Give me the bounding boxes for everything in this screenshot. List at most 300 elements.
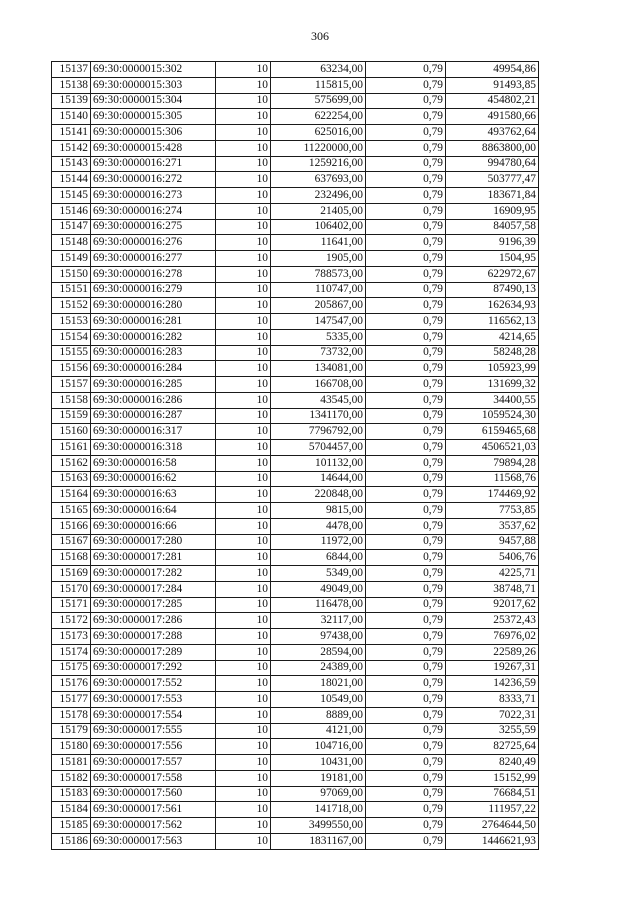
coefficient-cell: 0,79 (366, 424, 446, 440)
area-cell: 18021,00 (271, 676, 366, 692)
row-number-cell: 15182 (52, 770, 91, 786)
cadastral-number-cell: 69:30:0000017:285 (91, 597, 216, 613)
cadastral-number-cell: 69:30:0000017:561 (91, 802, 216, 818)
coefficient-cell: 0,79 (366, 156, 446, 172)
cadastral-number-cell: 69:30:0000016:280 (91, 298, 216, 314)
area-cell: 220848,00 (271, 487, 366, 503)
area-cell: 97438,00 (271, 629, 366, 645)
area-cell: 43545,00 (271, 392, 366, 408)
table-row (52, 125, 539, 141)
cadastral-number-cell: 69:30:0000015:306 (91, 125, 216, 141)
area-cell: 21405,00 (271, 203, 366, 219)
rate-cell: 10 (216, 581, 271, 597)
row-number-cell: 15155 (52, 345, 91, 361)
value-cell: 491580,66 (446, 109, 539, 125)
rate-cell: 10 (216, 455, 271, 471)
table-row (52, 581, 539, 597)
rate-cell: 10 (216, 566, 271, 582)
value-cell: 131699,32 (446, 377, 539, 393)
rate-cell: 10 (216, 660, 271, 676)
cadastral-number-cell: 69:30:0000016:62 (91, 471, 216, 487)
rate-cell: 10 (216, 156, 271, 172)
row-number-cell: 15145 (52, 188, 91, 204)
area-cell: 11220000,00 (271, 140, 366, 156)
row-number-cell: 15184 (52, 802, 91, 818)
rate-cell: 10 (216, 408, 271, 424)
table-row (52, 109, 539, 125)
rate-cell: 10 (216, 786, 271, 802)
rate-cell: 10 (216, 833, 271, 849)
table-row (52, 455, 539, 471)
value-cell: 3537,62 (446, 518, 539, 534)
area-cell: 1905,00 (271, 251, 366, 267)
rate-cell: 10 (216, 329, 271, 345)
value-cell: 84057,58 (446, 219, 539, 235)
coefficient-cell: 0,79 (366, 298, 446, 314)
coefficient-cell: 0,79 (366, 707, 446, 723)
coefficient-cell: 0,79 (366, 471, 446, 487)
rate-cell: 10 (216, 755, 271, 771)
row-number-cell: 15147 (52, 219, 91, 235)
area-cell: 11972,00 (271, 534, 366, 550)
cadastral-number-cell: 69:30:0000017:286 (91, 613, 216, 629)
table-row (52, 93, 539, 109)
cadastral-number-cell: 69:30:0000017:280 (91, 534, 216, 550)
value-cell: 9457,88 (446, 534, 539, 550)
rate-cell: 10 (216, 503, 271, 519)
cadastral-number-cell: 69:30:0000017:282 (91, 566, 216, 582)
rate-cell: 10 (216, 188, 271, 204)
cadastral-number-cell: 69:30:0000015:304 (91, 93, 216, 109)
value-cell: 58248,28 (446, 345, 539, 361)
table-row (52, 282, 539, 298)
rate-cell: 10 (216, 361, 271, 377)
rate-cell: 10 (216, 282, 271, 298)
table-row (52, 534, 539, 550)
row-number-cell: 15159 (52, 408, 91, 424)
table-row (52, 770, 539, 786)
rate-cell: 10 (216, 203, 271, 219)
area-cell: 116478,00 (271, 597, 366, 613)
table-row (52, 329, 539, 345)
row-number-cell: 15172 (52, 613, 91, 629)
area-cell: 141718,00 (271, 802, 366, 818)
cadastral-number-cell: 69:30:0000016:275 (91, 219, 216, 235)
area-cell: 575699,00 (271, 93, 366, 109)
rate-cell: 10 (216, 266, 271, 282)
table-row (52, 62, 539, 78)
table-row (52, 471, 539, 487)
coefficient-cell: 0,79 (366, 802, 446, 818)
rate-cell: 10 (216, 818, 271, 834)
rate-cell: 10 (216, 235, 271, 251)
row-number-cell: 15156 (52, 361, 91, 377)
area-cell: 8889,00 (271, 707, 366, 723)
area-cell: 637693,00 (271, 172, 366, 188)
coefficient-cell: 0,79 (366, 235, 446, 251)
row-number-cell: 15177 (52, 692, 91, 708)
table-row (52, 518, 539, 534)
cadastral-number-cell: 69:30:0000016:286 (91, 392, 216, 408)
coefficient-cell: 0,79 (366, 455, 446, 471)
area-cell: 5335,00 (271, 329, 366, 345)
cadastral-number-cell: 69:30:0000017:288 (91, 629, 216, 645)
cadastral-number-cell: 69:30:0000016:282 (91, 329, 216, 345)
row-number-cell: 15144 (52, 172, 91, 188)
cadastral-number-cell: 69:30:0000015:428 (91, 140, 216, 156)
row-number-cell: 15171 (52, 597, 91, 613)
row-number-cell: 15178 (52, 707, 91, 723)
row-number-cell: 15157 (52, 377, 91, 393)
area-cell: 10431,00 (271, 755, 366, 771)
row-number-cell: 15170 (52, 581, 91, 597)
cadastral-value-table (51, 61, 539, 850)
row-number-cell: 15148 (52, 235, 91, 251)
rate-cell: 10 (216, 392, 271, 408)
rate-cell: 10 (216, 739, 271, 755)
cadastral-number-cell: 69:30:0000017:552 (91, 676, 216, 692)
area-cell: 7796792,00 (271, 424, 366, 440)
table-row (52, 550, 539, 566)
rate-cell: 10 (216, 676, 271, 692)
value-cell: 7022,31 (446, 707, 539, 723)
area-cell: 110747,00 (271, 282, 366, 298)
coefficient-cell: 0,79 (366, 361, 446, 377)
rate-cell: 10 (216, 613, 271, 629)
row-number-cell: 15168 (52, 550, 91, 566)
table-row (52, 345, 539, 361)
value-cell: 503777,47 (446, 172, 539, 188)
cadastral-number-cell: 69:30:0000016:272 (91, 172, 216, 188)
rate-cell: 10 (216, 802, 271, 818)
area-cell: 6844,00 (271, 550, 366, 566)
rate-cell: 10 (216, 723, 271, 739)
area-cell: 166708,00 (271, 377, 366, 393)
table-row (52, 172, 539, 188)
table-row (52, 755, 539, 771)
rate-cell: 10 (216, 518, 271, 534)
rate-cell: 10 (216, 424, 271, 440)
area-cell: 1831167,00 (271, 833, 366, 849)
coefficient-cell: 0,79 (366, 566, 446, 582)
cadastral-number-cell: 69:30:0000016:274 (91, 203, 216, 219)
cadastral-number-cell: 69:30:0000016:64 (91, 503, 216, 519)
row-number-cell: 15165 (52, 503, 91, 519)
cadastral-number-cell: 69:30:0000016:58 (91, 455, 216, 471)
table-row (52, 392, 539, 408)
value-cell: 6159465,68 (446, 424, 539, 440)
value-cell: 1059524,30 (446, 408, 539, 424)
rate-cell: 10 (216, 770, 271, 786)
cadastral-number-cell: 69:30:0000016:317 (91, 424, 216, 440)
table-row (52, 440, 539, 456)
area-cell: 4121,00 (271, 723, 366, 739)
row-number-cell: 15186 (52, 833, 91, 849)
row-number-cell: 15141 (52, 125, 91, 141)
table-row (52, 219, 539, 235)
cadastral-number-cell: 69:30:0000016:281 (91, 314, 216, 330)
rate-cell: 10 (216, 125, 271, 141)
area-cell: 147547,00 (271, 314, 366, 330)
table-row (52, 566, 539, 582)
coefficient-cell: 0,79 (366, 109, 446, 125)
value-cell: 25372,43 (446, 613, 539, 629)
value-cell: 16909,95 (446, 203, 539, 219)
row-number-cell: 15154 (52, 329, 91, 345)
area-cell: 4478,00 (271, 518, 366, 534)
coefficient-cell: 0,79 (366, 676, 446, 692)
value-cell: 79894,28 (446, 455, 539, 471)
coefficient-cell: 0,79 (366, 219, 446, 235)
value-cell: 87490,13 (446, 282, 539, 298)
coefficient-cell: 0,79 (366, 140, 446, 156)
coefficient-cell: 0,79 (366, 251, 446, 267)
area-cell: 10549,00 (271, 692, 366, 708)
coefficient-cell: 0,79 (366, 833, 446, 849)
rate-cell: 10 (216, 251, 271, 267)
table-row (52, 251, 539, 267)
table-row (52, 660, 539, 676)
row-number-cell: 15183 (52, 786, 91, 802)
rate-cell: 10 (216, 487, 271, 503)
page-number: 306 (311, 29, 329, 43)
cadastral-number-cell: 69:30:0000017:292 (91, 660, 216, 676)
value-cell: 174469,92 (446, 487, 539, 503)
value-cell: 2764644,50 (446, 818, 539, 834)
cadastral-number-cell: 69:30:0000016:285 (91, 377, 216, 393)
area-cell: 3499550,00 (271, 818, 366, 834)
coefficient-cell: 0,79 (366, 62, 446, 78)
area-cell: 1341170,00 (271, 408, 366, 424)
value-cell: 7753,85 (446, 503, 539, 519)
cadastral-number-cell: 69:30:0000017:555 (91, 723, 216, 739)
row-number-cell: 15179 (52, 723, 91, 739)
coefficient-cell: 0,79 (366, 786, 446, 802)
cadastral-number-cell: 69:30:0000016:273 (91, 188, 216, 204)
cadastral-number-cell: 69:30:0000017:556 (91, 739, 216, 755)
row-number-cell: 15137 (52, 62, 91, 78)
rate-cell: 10 (216, 534, 271, 550)
coefficient-cell: 0,79 (366, 503, 446, 519)
coefficient-cell: 0,79 (366, 487, 446, 503)
table-row (52, 707, 539, 723)
row-number-cell: 15143 (52, 156, 91, 172)
value-cell: 183671,84 (446, 188, 539, 204)
rate-cell: 10 (216, 77, 271, 93)
cadastral-number-cell: 69:30:0000016:279 (91, 282, 216, 298)
row-number-cell: 15152 (52, 298, 91, 314)
table-row (52, 629, 539, 645)
area-cell: 9815,00 (271, 503, 366, 519)
cadastral-number-cell: 69:30:0000017:560 (91, 786, 216, 802)
row-number-cell: 15149 (52, 251, 91, 267)
coefficient-cell: 0,79 (366, 660, 446, 676)
row-number-cell: 15150 (52, 266, 91, 282)
value-cell: 76684,51 (446, 786, 539, 802)
table-row (52, 188, 539, 204)
value-cell: 1504,95 (446, 251, 539, 267)
row-number-cell: 15185 (52, 818, 91, 834)
area-cell: 115815,00 (271, 77, 366, 93)
cadastral-number-cell: 69:30:0000017:557 (91, 755, 216, 771)
row-number-cell: 15140 (52, 109, 91, 125)
table-row (52, 644, 539, 660)
coefficient-cell: 0,79 (366, 818, 446, 834)
area-cell: 104716,00 (271, 739, 366, 755)
rate-cell: 10 (216, 707, 271, 723)
cadastral-number-cell: 69:30:0000017:281 (91, 550, 216, 566)
row-number-cell: 15164 (52, 487, 91, 503)
value-cell: 454802,21 (446, 93, 539, 109)
value-cell: 49954,86 (446, 62, 539, 78)
rate-cell: 10 (216, 298, 271, 314)
row-number-cell: 15176 (52, 676, 91, 692)
coefficient-cell: 0,79 (366, 692, 446, 708)
row-number-cell: 15174 (52, 644, 91, 660)
area-cell: 32117,00 (271, 613, 366, 629)
table-row (52, 203, 539, 219)
value-cell: 8240,49 (446, 755, 539, 771)
table-row (52, 235, 539, 251)
coefficient-cell: 0,79 (366, 518, 446, 534)
coefficient-cell: 0,79 (366, 723, 446, 739)
value-cell: 4214,65 (446, 329, 539, 345)
cadastral-number-cell: 69:30:0000015:303 (91, 77, 216, 93)
table-row (52, 786, 539, 802)
area-cell: 28594,00 (271, 644, 366, 660)
coefficient-cell: 0,79 (366, 408, 446, 424)
area-cell: 73732,00 (271, 345, 366, 361)
value-cell: 8863800,00 (446, 140, 539, 156)
value-cell: 105923,99 (446, 361, 539, 377)
coefficient-cell: 0,79 (366, 440, 446, 456)
coefficient-cell: 0,79 (366, 345, 446, 361)
area-cell: 101132,00 (271, 455, 366, 471)
cadastral-number-cell: 69:30:0000016:318 (91, 440, 216, 456)
rate-cell: 10 (216, 629, 271, 645)
coefficient-cell: 0,79 (366, 329, 446, 345)
rate-cell: 10 (216, 692, 271, 708)
row-number-cell: 15160 (52, 424, 91, 440)
coefficient-cell: 0,79 (366, 597, 446, 613)
value-cell: 76976,02 (446, 629, 539, 645)
cadastral-number-cell: 69:30:0000016:278 (91, 266, 216, 282)
table-row (52, 424, 539, 440)
rate-cell: 10 (216, 597, 271, 613)
value-cell: 82725,64 (446, 739, 539, 755)
table-row (52, 377, 539, 393)
table-row (52, 833, 539, 849)
cadastral-number-cell: 69:30:0000016:277 (91, 251, 216, 267)
row-number-cell: 15173 (52, 629, 91, 645)
row-number-cell: 15163 (52, 471, 91, 487)
table-row (52, 156, 539, 172)
cadastral-number-cell: 69:30:0000017:289 (91, 644, 216, 660)
coefficient-cell: 0,79 (366, 392, 446, 408)
table-row (52, 314, 539, 330)
value-cell: 14236,59 (446, 676, 539, 692)
coefficient-cell: 0,79 (366, 188, 446, 204)
table-row (52, 818, 539, 834)
coefficient-cell: 0,79 (366, 770, 446, 786)
cadastral-number-cell: 69:30:0000016:276 (91, 235, 216, 251)
area-cell: 11641,00 (271, 235, 366, 251)
area-cell: 24389,00 (271, 660, 366, 676)
table-row (52, 140, 539, 156)
row-number-cell: 15169 (52, 566, 91, 582)
value-cell: 92017,62 (446, 597, 539, 613)
coefficient-cell: 0,79 (366, 282, 446, 298)
value-cell: 994780,64 (446, 156, 539, 172)
area-cell: 622254,00 (271, 109, 366, 125)
area-cell: 134081,00 (271, 361, 366, 377)
rate-cell: 10 (216, 345, 271, 361)
table-row (52, 487, 539, 503)
coefficient-cell: 0,79 (366, 93, 446, 109)
table-row (52, 597, 539, 613)
area-cell: 232496,00 (271, 188, 366, 204)
coefficient-cell: 0,79 (366, 314, 446, 330)
coefficient-cell: 0,79 (366, 203, 446, 219)
row-number-cell: 15167 (52, 534, 91, 550)
row-number-cell: 15138 (52, 77, 91, 93)
value-cell: 9196,39 (446, 235, 539, 251)
table-body (52, 62, 539, 850)
value-cell: 622972,67 (446, 266, 539, 282)
cadastral-number-cell: 69:30:0000016:66 (91, 518, 216, 534)
coefficient-cell: 0,79 (366, 644, 446, 660)
rate-cell: 10 (216, 550, 271, 566)
value-cell: 111957,22 (446, 802, 539, 818)
row-number-cell: 15142 (52, 140, 91, 156)
cadastral-number-cell: 69:30:0000017:554 (91, 707, 216, 723)
value-cell: 11568,76 (446, 471, 539, 487)
area-cell: 1259216,00 (271, 156, 366, 172)
table-row (52, 692, 539, 708)
cadastral-number-cell: 69:30:0000017:558 (91, 770, 216, 786)
row-number-cell: 15166 (52, 518, 91, 534)
table-row (52, 361, 539, 377)
cadastral-number-cell: 69:30:0000015:302 (91, 62, 216, 78)
value-cell: 4506521,03 (446, 440, 539, 456)
cadastral-number-cell: 69:30:0000017:284 (91, 581, 216, 597)
coefficient-cell: 0,79 (366, 266, 446, 282)
rate-cell: 10 (216, 140, 271, 156)
coefficient-cell: 0,79 (366, 534, 446, 550)
row-number-cell: 15151 (52, 282, 91, 298)
table-row (52, 77, 539, 93)
coefficient-cell: 0,79 (366, 581, 446, 597)
rate-cell: 10 (216, 644, 271, 660)
coefficient-cell: 0,79 (366, 125, 446, 141)
area-cell: 97069,00 (271, 786, 366, 802)
area-cell: 625016,00 (271, 125, 366, 141)
coefficient-cell: 0,79 (366, 550, 446, 566)
table-row (52, 503, 539, 519)
table-row (52, 739, 539, 755)
row-number-cell: 15175 (52, 660, 91, 676)
area-cell: 63234,00 (271, 62, 366, 78)
cadastral-number-cell: 69:30:0000016:283 (91, 345, 216, 361)
table-row (52, 723, 539, 739)
row-number-cell: 15161 (52, 440, 91, 456)
cadastral-number-cell: 69:30:0000017:562 (91, 818, 216, 834)
table-row (52, 298, 539, 314)
row-number-cell: 15146 (52, 203, 91, 219)
coefficient-cell: 0,79 (366, 739, 446, 755)
rate-cell: 10 (216, 62, 271, 78)
coefficient-cell: 0,79 (366, 613, 446, 629)
